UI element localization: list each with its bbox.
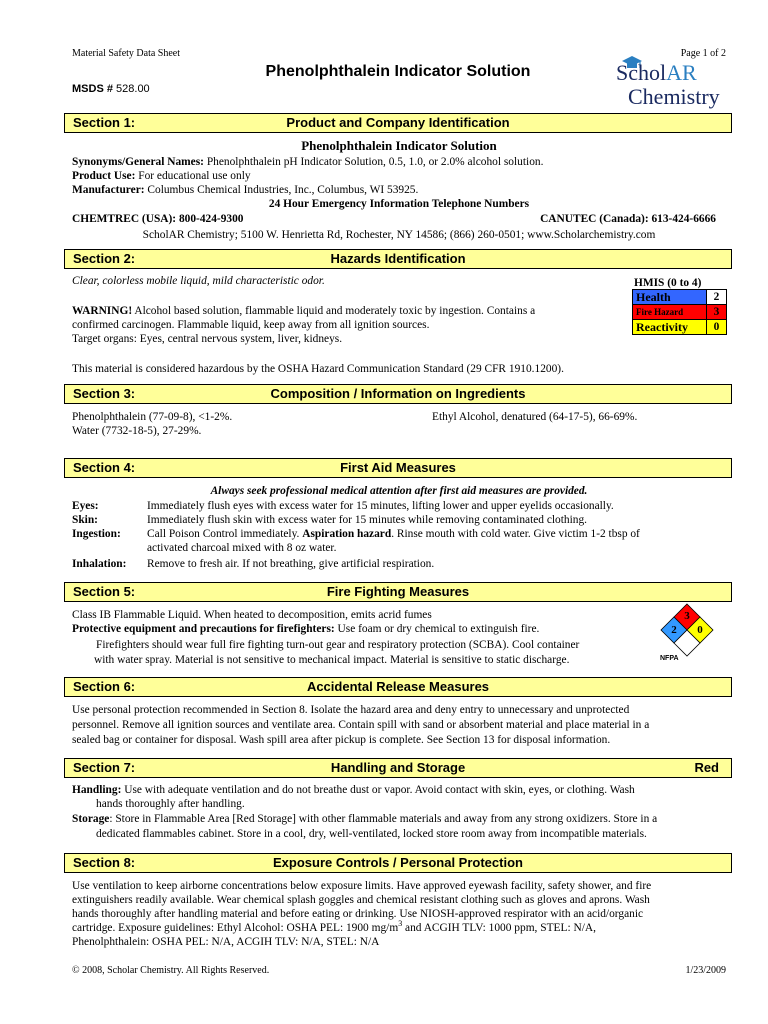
warning-line-1 [72, 304, 612, 318]
ingestion-text-c: . Rinse mouth with cold water. Give victim 1-2 tbsp of [391, 528, 640, 540]
synonyms-label: Synonyms/General Names: [72, 156, 204, 168]
section-3-title: Composition / Information on Ingredients [270, 386, 526, 401]
section-8-title: Exposure Controls / Personal Protection [273, 855, 523, 870]
exposure-line-1: Use ventilation to keep airborne concentrations below exposure limits. Have approved eyewash facility, safety shower, and fire [72, 880, 652, 892]
section-7-number: Section 7: [73, 760, 136, 775]
handling-line-1 [72, 783, 726, 797]
ingestion-label: Ingestion: [72, 528, 121, 540]
document-title: Phenolphthalein Indicator Solution [265, 63, 531, 80]
eyes-label: Eyes: [72, 500, 99, 512]
section-8-number: Section 8: [73, 855, 136, 870]
synonyms-value: Phenolphthalein pH Indicator Solution, 0.5, 1.0, or 2.0% alcohol solution. [206, 156, 544, 168]
handling-line-2: hands thoroughly after handling. [96, 798, 245, 810]
ingestion-text-d: activated charcoal mixed with 8 oz water. [147, 542, 337, 554]
section-3-number: Section 3: [73, 386, 136, 401]
section-7-header [64, 758, 732, 778]
section-4-title: First Aid Measures [340, 460, 456, 475]
hmis-health-value: 2 [707, 290, 727, 305]
handling-label: Handling: [72, 784, 122, 796]
warning-text-1: Alcohol based solution, flammable liquid and moderately toxic by ingestion. Contains a [134, 305, 536, 317]
canutec-phone: CANUTEC (Canada): 613-424-6666 [540, 213, 716, 225]
product-use-value: For educational use only [138, 170, 251, 182]
release-line-3: sealed bag or container for disposal. Wash spill area after pickup is complete. See Section 13 for disposal information. [72, 734, 611, 746]
eyes-value: Immediately flush eyes with excess water for 15 minutes, lifting lower and upper eyelids occasionally. [147, 500, 614, 512]
firefighter-spray: with water spray. Material is not sensitive to mechanical impact. Material is sensitive to static discharge. [94, 654, 570, 666]
manufacturer [72, 183, 726, 197]
cubic-superscript: 3 [398, 919, 403, 929]
nfpa-reactivity-value: 0 [697, 624, 703, 636]
section-1-header [64, 113, 732, 133]
release-line-1: Use personal protection recommended in Section 8. Isolate the hazard area and deny entry to unnecessary and unprotected [72, 704, 630, 716]
ingredient-ethyl-alcohol: Ethyl Alcohol, denatured (64-17-5), 66-69%. [432, 411, 638, 423]
product-use-label: Product Use: [72, 170, 136, 182]
hmis-row-health [633, 290, 727, 305]
msds-value: 528.00 [116, 83, 150, 95]
firefighter-gear: Firefighters should wear full fire fighting turn-out gear and respiratory protection (SCBA). Cool container [96, 639, 580, 651]
nfpa-diamond [656, 600, 718, 662]
chemtrec-phone: CHEMTREC (USA): 800-424-9300 [72, 213, 244, 225]
section-6-header [64, 677, 732, 697]
hmis-title: HMIS (0 to 4) [634, 277, 702, 289]
logo-text-ar: AR [666, 60, 697, 85]
appearance: Clear, colorless mobile liquid, mild characteristic odor. [72, 275, 325, 287]
section-6-number: Section 6: [73, 679, 136, 694]
storage-line-2: dedicated flammables cabinet. Store in a cool, dry, well-ventilated, locked store room away from incompatible materials. [96, 828, 647, 840]
storage-color-code: Red [694, 760, 719, 775]
section-4-header [64, 458, 732, 478]
storage-label: Storage [72, 813, 110, 825]
ingredient-water: Water (7732-18-5), 27-29%. [72, 425, 202, 437]
section-3-header [64, 384, 732, 404]
hmis-reactivity-label: Reactivity [633, 320, 707, 335]
nfpa-health-value: 2 [671, 624, 677, 636]
hmis-fire-value: 3 [707, 305, 727, 320]
skin-label: Skin: [72, 514, 98, 526]
product-use [72, 169, 726, 183]
copyright: © 2008, Scholar Chemistry. All Rights Reserved. [72, 965, 270, 976]
hmis-row-fire [633, 305, 727, 320]
hmis-health-label: Health [633, 290, 707, 305]
storage-text-1: : Store in Flammable Area [Red Storage] with other flammable materials and away from any strong oxidizers. Store in a [109, 813, 658, 825]
aspiration-hazard: Aspiration hazard [302, 528, 392, 540]
hmis-row-reactivity [633, 320, 727, 335]
doc-type: Material Safety Data Sheet [72, 48, 181, 59]
section-2-number: Section 2: [73, 251, 136, 266]
msds-label: MSDS # [72, 83, 113, 95]
ingredient-phenolphthalein: Phenolphthalein (77-09-8), <1-2%. [72, 411, 233, 423]
section-7-title: Handling and Storage [330, 760, 466, 775]
handling-text-1: Use with adequate ventilation and do not breathe dust or vapor. Avoid contact with skin, eyes, or clothing. Wash [124, 784, 635, 796]
page-number: Page 1 of 2 [680, 48, 726, 59]
manufacturer-label: Manufacturer: [72, 184, 145, 196]
section-1-title: Product and Company Identification [286, 115, 510, 130]
scholar-chemistry-logo [610, 55, 740, 113]
release-line-2: personnel. Remove all ignition sources and ventilate area. Contain spill with sand or absorbent material and place material in a [72, 719, 650, 731]
inhalation-label: Inhalation: [72, 558, 127, 570]
osha-statement: This material is considered hazardous by the OSHA Hazard Communication Standard (29 CFR 1910.1200). [72, 363, 564, 375]
section-2-header [64, 249, 732, 269]
hmis-fire-label: Fire Hazard [633, 305, 707, 320]
synonyms [72, 155, 726, 169]
hmis-reactivity-value: 0 [707, 320, 727, 335]
section-4-number: Section 4: [73, 460, 136, 475]
revision-date: 1/23/2009 [685, 965, 726, 976]
exposure-line-2: extinguishers readily available. Wear chemical splash goggles and chemical resistant clothing such as gloves and aprons. Wash [72, 894, 650, 906]
exposure-line-5: Phenolphthalein: OSHA PEL: N/A, ACGIH TLV: N/A, STEL: N/A [72, 936, 380, 948]
inhalation-value: Remove to fresh air. If not breathing, give artificial respiration. [147, 558, 435, 570]
warning-line-2: confirmed carcinogen. Flammable liquid, keep away from all ignition sources. [72, 319, 430, 331]
company-address: ScholAR Chemistry; 5100 W. Henrietta Rd, Rochester, NY 14586; (866) 260-0501; www.Scholarchemistry.com [142, 229, 656, 241]
msds-number [72, 82, 150, 96]
ingestion-text-a: Call Poison Control immediately. [147, 528, 300, 540]
exposure-line-4 [72, 921, 726, 935]
exposure-text-4b: and ACGIH TLV: 1000 ppm, STEL: N/A, [402, 922, 596, 934]
fire-class: Class IB Flammable Liquid. When heated to decomposition, emits acrid fumes [72, 609, 432, 621]
protective-equipment [72, 622, 642, 636]
section-5-number: Section 5: [73, 584, 136, 599]
section-8-header [64, 853, 732, 873]
section-5-header [64, 582, 732, 602]
storage-line-1 [72, 812, 726, 826]
nfpa-fire-value: 3 [684, 610, 690, 622]
section-5-title: Fire Fighting Measures [326, 584, 470, 599]
logo-text-schol: Schol [616, 60, 667, 85]
ingestion-value [147, 527, 707, 555]
exposure-line-3: hands thoroughly after handling material and before eating or drinking. Use NIOSH-approved respirator with an acid/organic [72, 908, 644, 920]
protective-value: Use foam or dry chemical to extinguish fire. [337, 623, 540, 635]
manufacturer-value: Columbus Chemical Industries, Inc., Columbus, WI 53925. [147, 184, 419, 196]
warning-label: WARNING! [72, 305, 133, 317]
exposure-text-4a: cartridge. Exposure guidelines: Ethyl Alcohol: OSHA PEL: 1900 mg/m [72, 922, 399, 934]
emergency-heading: 24 Hour Emergency Information Telephone Numbers [268, 198, 530, 210]
target-organs: Target organs: Eyes, central nervous system, liver, kidneys. [72, 333, 343, 345]
first-aid-note: Always seek professional medical attention after first aid measures are provided. [210, 485, 588, 497]
logo-text-chemistry: Chemistry [628, 84, 720, 109]
section-6-title: Accidental Release Measures [306, 679, 490, 694]
skin-value: Immediately flush skin with excess water for 15 minutes while removing contaminated clothing. [147, 514, 588, 526]
product-name: Phenolphthalein Indicator Solution [301, 138, 497, 153]
section-2-title: Hazards Identification [330, 251, 466, 266]
nfpa-label: NFPA [660, 655, 679, 662]
hmis-table [632, 289, 727, 335]
protective-label: Protective equipment and precautions for firefighters: [72, 623, 335, 635]
section-1-number: Section 1: [73, 115, 136, 130]
